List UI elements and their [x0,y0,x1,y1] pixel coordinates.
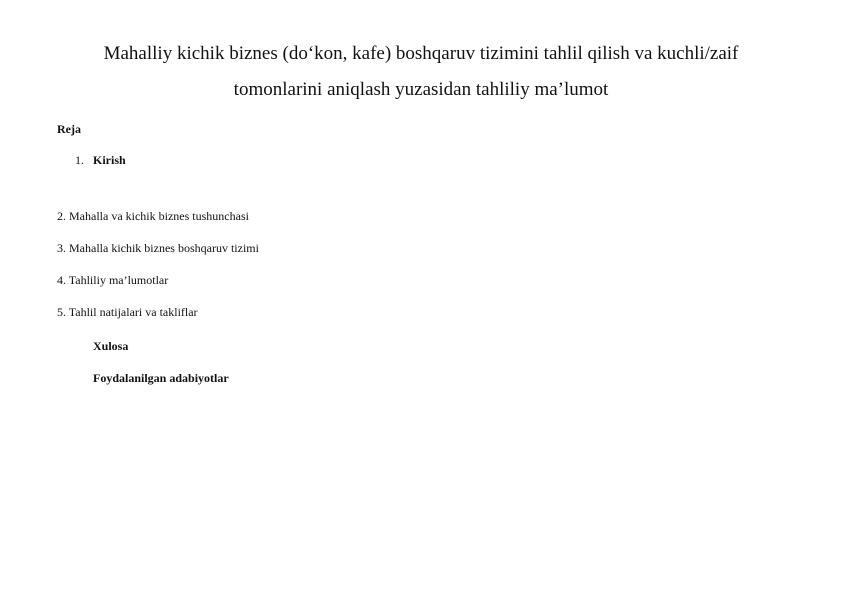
plan-item-results: 5. Tahlil natijalari va takliflar [57,305,198,319]
document-title-line-2: tomonlarini aniqlash yuzasidan tahliliy ma’lumot [233,79,609,100]
plan-item-label: Kirish [93,153,126,167]
plan-item-analytical-data: 4. Tahliliy ma’lumotlar [57,273,169,287]
plan-item-references: Foydalanilgan adabiyotlar [93,371,229,385]
plan-item-management-system: 3. Mahalla kichik biznes boshqaruv tizimi [57,241,259,255]
plan-item-conclusion: Xulosa [93,339,129,353]
plan-item-number: 1. [75,153,84,167]
document-title-line-1: Mahalliy kichik biznes (do‘kon, kafe) boshqaruv tizimini tahlil qilish va kuchli/zaif [103,43,739,64]
plan-item-concept: 2. Mahalla va kichik biznes tushunchasi [57,209,249,223]
plan-heading: Reja [57,122,81,136]
plan-item-introduction [75,153,126,167]
